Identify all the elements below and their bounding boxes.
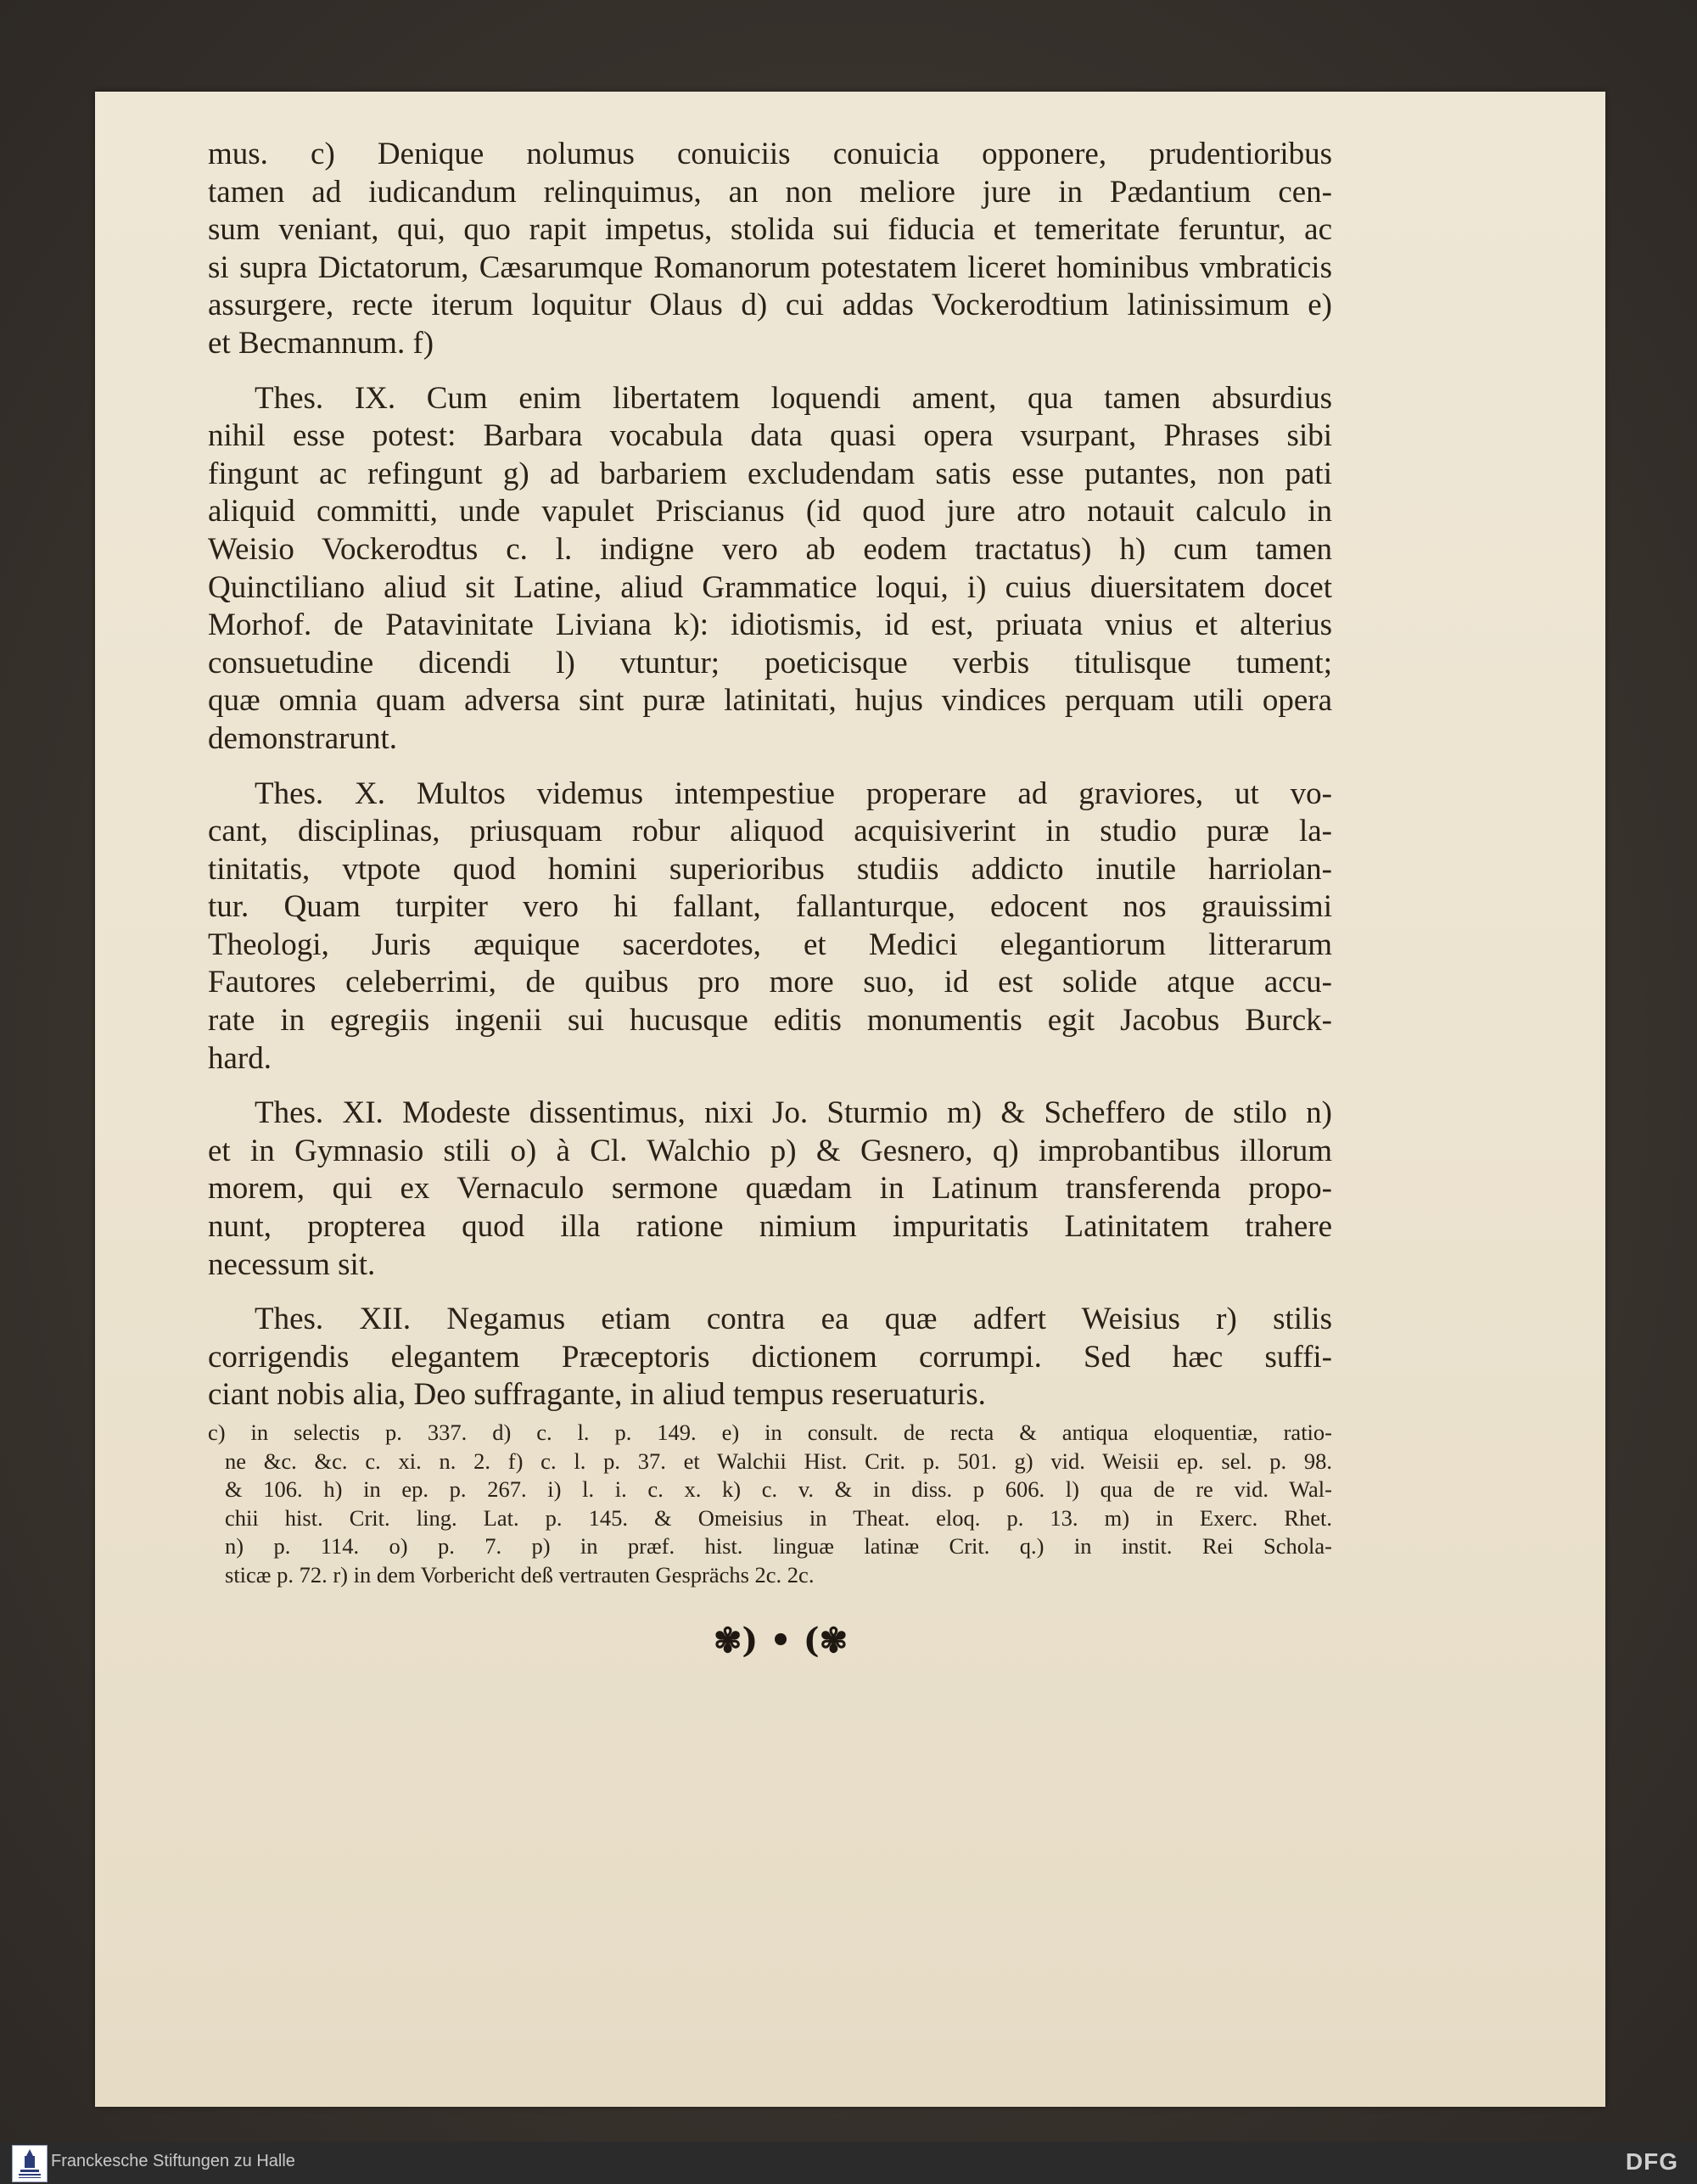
footnote-line: c) in selectis p. 337. d) c. l. p. 149. e) in consult. de recta & antiqua eloquentiæ, ratio- — [208, 1420, 1332, 1445]
footnote-line: sticæ p. 72. r) in dem Vorbericht deß vertrauten Gesprächs 2c. 2c. — [225, 1561, 815, 1588]
text-line: fingunt ac refingunt g) ad barbariem excludendam satis esse putantes, non pati — [208, 456, 1332, 491]
text-line: sum veniant, qui, quo rapit impetus, stolida sui fiducia et temeritate feruntur, ac — [208, 212, 1332, 248]
text-line: Theologi, Juris æquique sacerdotes, et Medici elegantiorum litterarum — [208, 927, 1332, 962]
text-line: aliquid committi, unde vapulet Priscianus (id quod jure atro notauit calculo in — [208, 494, 1332, 529]
paragraph-continuation — [208, 136, 1332, 363]
text-line: tinitatis, vtpote quod homini superioribus studiis addicto inutile harriolan- — [208, 851, 1332, 887]
text-line: Thes. IX. Cum enim libertatem loquendi ament, qua tamen absurdius — [255, 380, 1332, 416]
text-line: nunt, propterea quod illa ratione nimium impuritatis Latinitatem trahere — [208, 1209, 1332, 1245]
text-line: et Becmannum. f) — [208, 325, 434, 361]
text-line: necessum sit. — [208, 1246, 376, 1282]
funder-logo: DFG — [1625, 2148, 1678, 2175]
text-line: tur. Quam turpiter vero hi fallant, fallanturque, edocent nos grauissimi — [208, 889, 1332, 925]
text-line: corrigendis elegantem Præceptoris dictionem corrumpi. Sed hæc suffi- — [208, 1339, 1332, 1375]
foundation-logo-icon[interactable] — [12, 2145, 48, 2182]
text-line: et in Gymnasio stili o) à Cl. Walchio p) & Gesnero, q) improbantibus illorum — [208, 1133, 1332, 1168]
text-line: Thes. X. Multos videmus intempestiue properare ad graviores, ut vo- — [255, 776, 1332, 811]
text-line: rate in egregiis ingenii sui hucusque editis monumentis egit Jacobus Burck- — [208, 1003, 1332, 1039]
text-line: demonstrarunt. — [208, 720, 397, 756]
text-line: consuetudine dicendi l) vtuntur; poeticisque verbis titulisque tument; — [208, 645, 1332, 680]
text-line: nihil esse potest: Barbara vocabula data quasi opera vsurpant, Phrases sibi — [208, 418, 1332, 454]
text-line: quæ omnia quam adversa sint puræ latinitati, hujus vindices perquam utili opera — [208, 683, 1332, 719]
thesis-xi — [208, 1095, 1332, 1284]
document-body — [208, 136, 1332, 1431]
thesis-x — [208, 776, 1332, 1078]
page-ornament: ✾) • (✾ — [713, 1621, 848, 1660]
text-line: si supra Dictatorum, Cæsarumque Romanorum potestatem liceret hominibus vmbraticis — [208, 249, 1332, 285]
text-line: Fautores celeberrimi, de quibus pro more suo, id est solide atque accu- — [208, 965, 1332, 1000]
text-line: hard. — [208, 1040, 272, 1076]
text-line: Thes. XI. Modeste dissentimus, nixi Jo. Sturmio m) & Scheffero de stilo n) — [255, 1095, 1332, 1131]
text-line: cant, disciplinas, priusquam robur aliquod acquisiverint in studio puræ la- — [208, 814, 1332, 849]
text-line: assurgere, recte iterum loquitur Olaus d) cui addas Vockerodtium latinissimum e) — [208, 288, 1332, 323]
footnote-line: chii hist. Crit. ling. Lat. p. 145. & Omeisius in Theat. eloq. p. 13. m) in Exerc. Rhet. — [225, 1504, 1332, 1531]
text-line: Quinctiliano aliud sit Latine, aliud Grammatice loqui, i) cuius diuersitatem docet — [208, 569, 1332, 605]
viewer-footer — [0, 2142, 1697, 2184]
text-line: tamen ad iudicandum relinquimus, an non meliore jure in Pædantium cen- — [208, 174, 1332, 210]
text-line: Morhof. de Patavinitate Liviana k): idiotismis, id est, priuata vnius et alterius — [208, 608, 1332, 643]
text-line: Thes. XII. Negamus etiam contra ea quæ adfert Weisius r) stilis — [255, 1302, 1332, 1337]
footnotes — [191, 1419, 1332, 1589]
footnote-line: ne &c. &c. c. xi. n. 2. f) c. l. p. 37. et Walchii Hist. Crit. p. 501. g) vid. Weisii ep. sel. p. 98. — [225, 1448, 1332, 1474]
footnote-line: & 106. h) in ep. p. 267. i) l. i. c. x. k) c. v. & in diss. p 606. l) qua de re vid. Wal- — [225, 1476, 1332, 1502]
text-line: morem, qui ex Vernaculo sermone quædam in Latinum transferenda propo- — [208, 1171, 1332, 1207]
footnote-line: n) p. 114. o) p. 7. p) in præf. hist. linguæ latinæ Crit. q.) in instit. Rei Schola- — [225, 1533, 1332, 1559]
text-line: Weisio Vockerodtus c. l. indigne vero ab eodem tractatus) h) cum tamen — [208, 531, 1332, 567]
thesis-ix — [208, 380, 1332, 759]
text-line: ciant nobis alia, Deo suffragante, in aliud tempus reseruaturis. — [208, 1377, 986, 1413]
institution-name[interactable]: Franckesche Stiftungen zu Halle — [51, 2152, 295, 2170]
text-line: mus. c) Denique nolumus conuiciis conuicia opponere, prudentioribus — [208, 137, 1332, 171]
thesis-xii — [208, 1301, 1332, 1414]
